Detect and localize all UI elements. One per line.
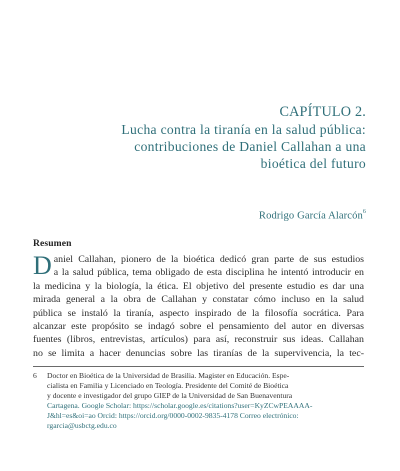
footnote-line: Doctor en Bioética de la Universidad de Brasilia. Magister en Educación. Espe- bbox=[47, 371, 290, 380]
footnote-number: 6 bbox=[33, 371, 37, 380]
footnote-line: y docente e investigador del grupo GIEP de la Universidad de San Buenaventura bbox=[47, 391, 293, 400]
abstract-line: aniel Callahan, pionero de la bioética dedicó gran parte de sus estudios bbox=[53, 254, 364, 265]
author-byline bbox=[259, 210, 366, 222]
abstract-line: no se limita a hacer denuncias sobre las tiranías de la supervivencia, la tec- bbox=[33, 347, 364, 359]
footnote bbox=[33, 371, 364, 431]
abstract-line: la medicina y la biología, la ética. El objetivo del presente estudio es dar una bbox=[33, 280, 364, 292]
author-name: Rodrigo García Alarcón bbox=[258, 210, 363, 222]
chapter-label: CAPÍTULO 2. bbox=[279, 104, 366, 120]
author-footnote-mark[interactable]: 6 bbox=[362, 209, 366, 215]
chapter-title-line: contribuciones de Daniel Callahan a una bbox=[134, 139, 366, 154]
abstract-line: mirada general a la obra de Callahan y constatar cómo incluso en la salud bbox=[33, 294, 364, 306]
footnote-link-line[interactable]: Cartagena. Google Scholar: https://scholar.google.es/citations?user=KyZCwPEAAAA- bbox=[47, 401, 313, 410]
abstract-line: a la salud pública, tema obligado de esta disciplina he intentó introducir en bbox=[53, 267, 364, 279]
footnote-email-link[interactable]: rgarcia@usbctg.edu.co bbox=[47, 421, 117, 430]
section-title: Resumen bbox=[33, 238, 72, 249]
chapter-heading bbox=[36, 104, 366, 172]
footnote-line: cialista en Familia y Licenciado en Teología. Presidente del Comité de Bioética bbox=[47, 381, 289, 390]
footnote-divider bbox=[33, 366, 364, 367]
chapter-title-line: Lucha contra la tiranía en la salud pública: bbox=[121, 122, 366, 137]
abstract-line: pública se instaló la tiranía, aspecto inspirado de la filosofía socrática. Para bbox=[33, 307, 364, 319]
chapter-title-line: bioética del futuro bbox=[260, 156, 366, 171]
abstract-line: fuentes (libros, entrevistas, artículos) para así, reconstruir sus ideas. Callahan bbox=[33, 334, 364, 346]
footnote-text bbox=[47, 371, 364, 431]
footnote-link-line[interactable]: J&hl=es&oi=ao Orcid: https://orcid.org/0000-0002-9835-4178 Correo electrónico: bbox=[47, 411, 299, 420]
abstract-paragraph bbox=[33, 253, 364, 360]
drop-cap: D bbox=[33, 251, 52, 280]
chapter-title bbox=[36, 121, 366, 172]
abstract-line: alcanzar este propósito se indagó sobre el pensamiento del autor en diversas bbox=[33, 320, 364, 332]
